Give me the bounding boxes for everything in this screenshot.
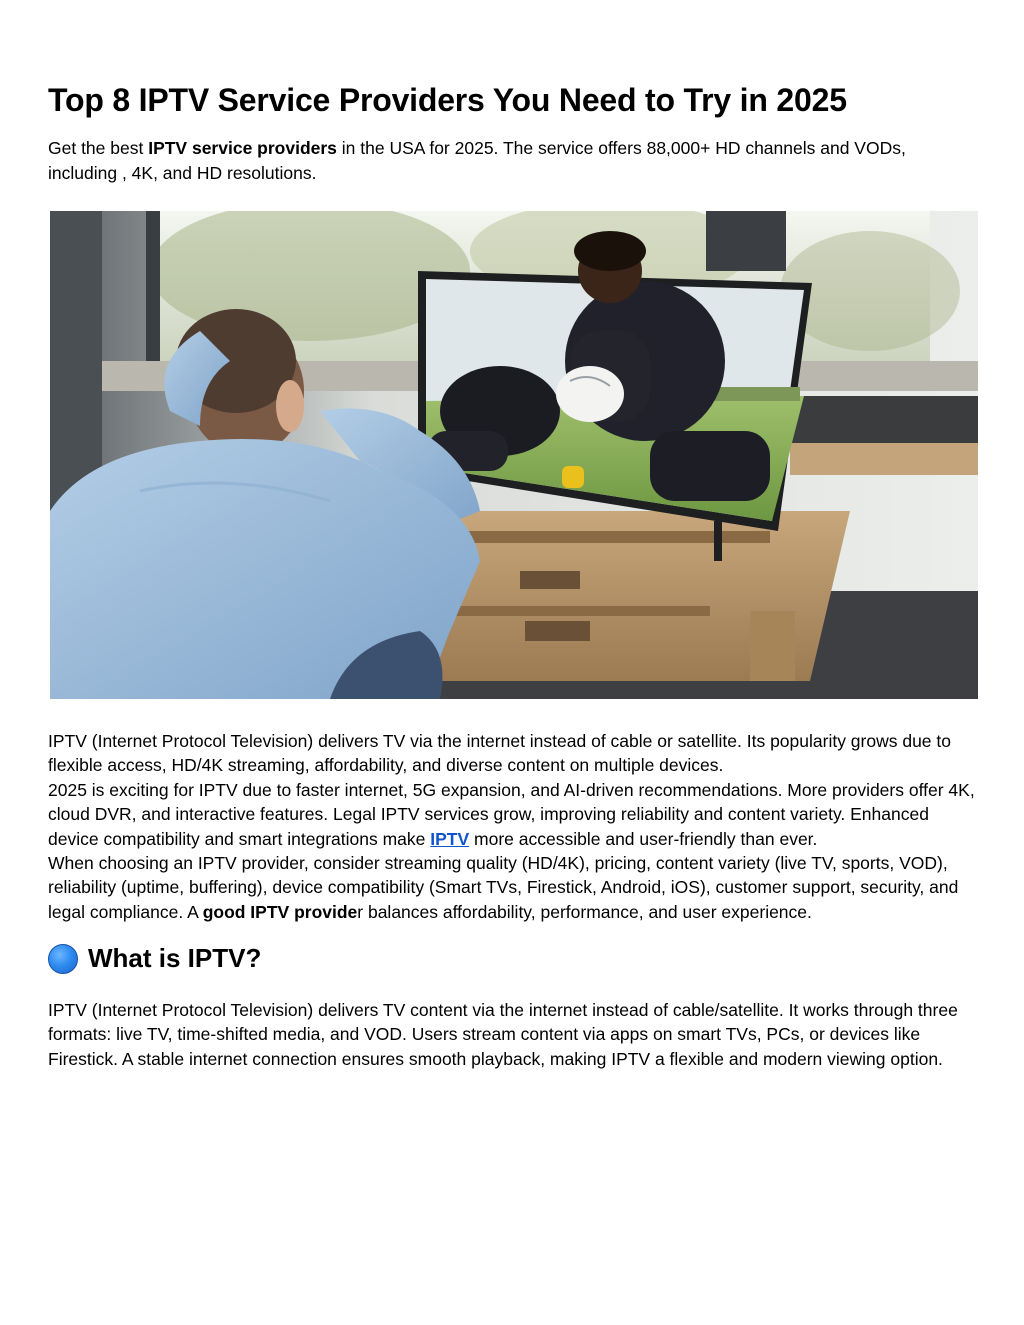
body-paragraph-3 [48, 851, 978, 924]
body-paragraph-3-text: When choosing an IPTV provider, consider streaming quality (HD/4K), pricing, content variety (live TV, sports, VOD), reliability (uptime, buffering), device compatibility (Smart TVs, Firestick, Android, iOS), customer support, security, and legal compliance. A [48, 853, 959, 922]
body-paragraph-2 [48, 778, 978, 851]
intro-text-start: Get the best [48, 138, 149, 158]
blue-circle-icon [48, 944, 78, 974]
intro-paragraph [48, 136, 968, 185]
hero-image [50, 211, 978, 699]
hero-illustration [50, 211, 978, 699]
article-body [48, 729, 978, 924]
body-paragraph-3-bold: good IPTV provide [202, 901, 358, 922]
body-paragraph-2-end: more accessible and user-friendly than ever. [469, 828, 818, 849]
iptv-link[interactable]: IPTV [430, 828, 470, 849]
intro-text-end: in the USA for 2025. The service offers 88,000+ HD channels and VODs, including , 4K, and HD resolutions. [48, 138, 906, 183]
intro-bold-keyword: IPTV service providers [148, 138, 337, 158]
section-paragraph: IPTV (Internet Protocol Television) delivers TV content via the internet instead of cable/satellite. It works through three formats: live TV, time-shifted media, and VOD. Users stream content via apps on smart TVs, PCs, or devices like Firestick. A stable internet connection ensures smooth playback, making IPTV a flexible and modern viewing option. [48, 1000, 958, 1069]
page-title: Top 8 IPTV Service Providers You Need to Try in 2025 [48, 82, 847, 118]
body-paragraph-2-text: 2025 is exciting for IPTV due to faster internet, 5G expansion, and AI-driven recommendations. More providers offer 4K, cloud DVR, and interactive features. Legal IPTV services grow, improving reliability and content variety. Enhanced device compatibility and smart integrations make [48, 779, 975, 849]
body-paragraph-3-end: r balances affordability, performance, and user experience. [357, 901, 812, 922]
section-heading-text: What is IPTV? [88, 943, 262, 973]
section-heading [48, 943, 261, 974]
body-paragraph-1: IPTV (Internet Protocol Television) delivers TV via the internet instead of cable or satellite. Its popularity grows due to flexible access, HD/4K streaming, affordability, and diverse content on multiple devices. [48, 731, 952, 776]
